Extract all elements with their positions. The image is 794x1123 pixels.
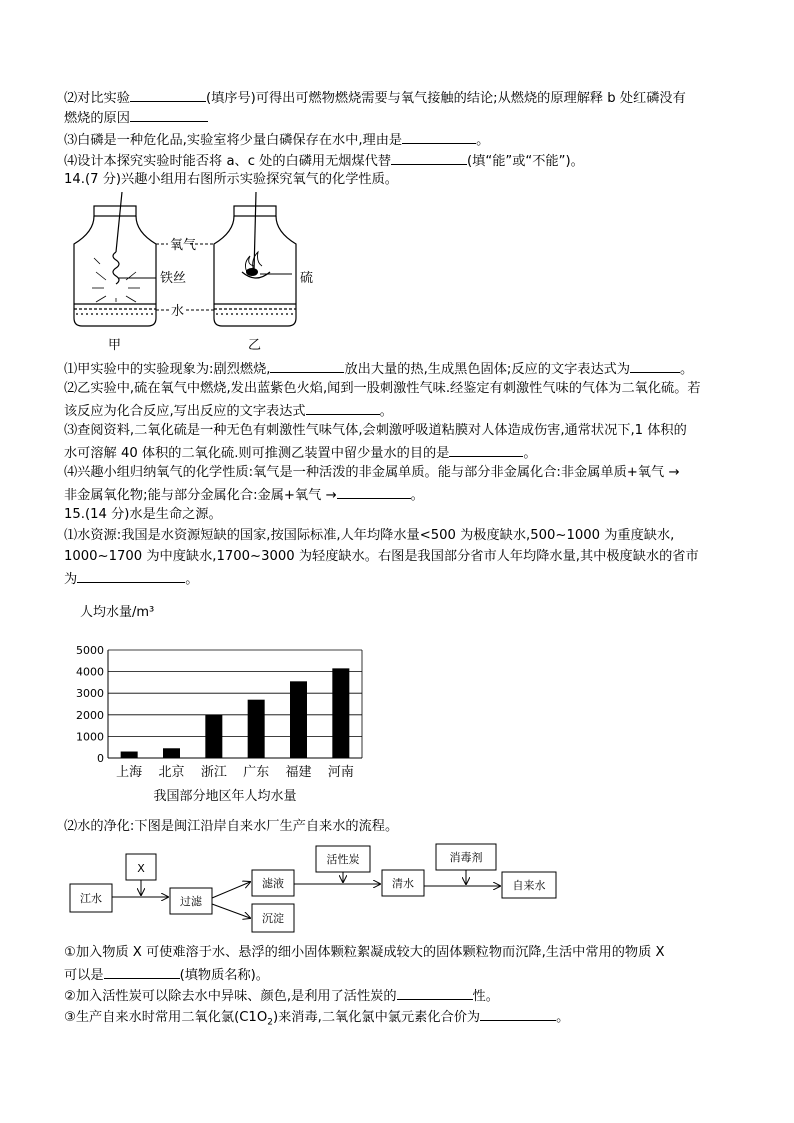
q-text: ③生产自来水时常用二氧化氯(C1O	[64, 1010, 268, 1025]
water-treatment-flow	[66, 842, 566, 938]
text-line	[64, 818, 398, 836]
q-text: ⑴甲实验中的实验现象为:剧烈燃烧,	[64, 362, 271, 377]
text-line	[64, 359, 693, 379]
text-line	[64, 944, 665, 962]
bar	[332, 668, 349, 758]
chart-grid	[108, 650, 362, 736]
q-text: ⑵乙实验中,硫在氧气中燃烧,发出蓝紫色火焰,闻到一股刺激性气味.经鉴定有刺激性气味的气体为二氧化硫。若	[64, 381, 701, 396]
text-line	[64, 464, 679, 482]
bar	[290, 681, 307, 758]
text-line	[64, 401, 393, 421]
chart-bars	[121, 668, 350, 758]
jar-yi	[214, 192, 296, 326]
q-text: 该反应为化合反应,写出反应的文字表达式	[64, 404, 306, 419]
chart-title: 我国部分地区年人均水量	[153, 789, 297, 804]
text-line	[64, 151, 584, 171]
answer-blank[interactable]	[306, 401, 380, 415]
answer-blank[interactable]	[397, 986, 473, 1000]
q-text: (填序号)可得出可燃物燃烧需要与氧气接触的结论;从燃烧的原理解释 b 处红磷没有	[205, 91, 686, 106]
q-text: (填物质名称)。	[179, 968, 269, 983]
y-tick-labels	[76, 644, 104, 765]
y-tick-label: 1000	[76, 730, 104, 744]
bar	[163, 748, 180, 758]
q-text: ⑷设计本探究实验时能否将 a、c 处的白磷用无烟煤代替	[64, 154, 392, 169]
q-text: 水可溶解 40 体积的二氧化硫.则可推测乙装置中留少量水的目的是	[64, 446, 450, 461]
label-jiangshui: 江水	[80, 892, 102, 905]
subscript: 2	[267, 1017, 273, 1028]
label-yi: 乙	[248, 338, 262, 353]
q-text: )来消毒,二氧化氯中氯元素化合价为	[272, 1010, 481, 1025]
label-xiaodu: 消毒剂	[449, 851, 483, 864]
y-tick-label: 2000	[76, 708, 104, 722]
text-line	[64, 130, 489, 150]
q-text: ②加入活性炭可以除去水中异味、颜色,是利用了活性炭的	[64, 989, 397, 1004]
q-text: 。	[410, 488, 424, 503]
chart-ylabel: 人均水量/m³	[80, 605, 155, 620]
label-guolv: 过滤	[180, 895, 202, 908]
q-text: 。	[680, 362, 694, 377]
q-text: ⑵对比实验	[64, 91, 130, 106]
q-text: 。	[476, 133, 490, 148]
text-line	[64, 1007, 569, 1032]
answer-blank[interactable]	[402, 130, 476, 144]
text-line	[64, 485, 424, 505]
bar	[121, 752, 138, 758]
text-line	[64, 965, 269, 985]
x-tick-labels	[116, 764, 354, 780]
x-tick-label: 福建	[285, 765, 312, 780]
label-zilaishui: 自来水	[512, 879, 546, 892]
x-tick-label: 河南	[327, 765, 354, 780]
q-text: ⑷兴趣小组归纳氧气的化学性质:氧气是一种活泼的非金属单质。能与部分非金属化合:非金属单质+氧气 →	[64, 465, 680, 480]
label-jia: 甲	[108, 338, 122, 353]
q-text: 1000~1700 为中度缺水,1700~3000 为轻度缺水。右图是我国部分省市人年均降水量,其中极度缺水的省市	[64, 549, 699, 564]
text-line	[64, 88, 686, 108]
answer-blank[interactable]	[630, 359, 680, 373]
q-text: 燃烧的原因	[64, 111, 130, 126]
label-iron-wire: 铁丝	[160, 271, 187, 286]
q-text: 性。	[472, 989, 499, 1004]
q-text: 。	[185, 572, 199, 587]
q-text: 可以是	[64, 968, 104, 983]
label-qingshui: 清水	[392, 877, 414, 890]
y-tick-label: 0	[97, 752, 104, 765]
label-sulfur: 硫	[300, 271, 314, 286]
answer-blank[interactable]	[104, 965, 180, 979]
text-line	[64, 569, 198, 589]
q-text: 。	[379, 404, 393, 419]
answer-blank[interactable]	[337, 485, 411, 499]
answer-blank[interactable]	[130, 108, 208, 122]
q-text: ⑶白磷是一种危化品,实验室将少量白磷保存在水中,理由是	[64, 133, 403, 148]
answer-blank[interactable]	[270, 359, 344, 373]
q-text: (填“能”或“不能”)。	[467, 154, 584, 169]
answer-blank[interactable]	[449, 443, 523, 457]
water-per-capita-chart	[70, 598, 370, 808]
q-text: 非金属氧化物;能与部分金属化合:金属+氧气 →	[64, 488, 337, 503]
answer-blank[interactable]	[480, 1007, 556, 1021]
x-tick-label: 浙江	[200, 765, 227, 780]
q-text: ⑶查阅资料,二氧化硫是一种无色有刺激性气味气体,会刺激呼吸道粘膜对人体造成伤害,通常状况下,1 体积的	[64, 423, 687, 438]
label-lvye: 滤液	[262, 877, 284, 890]
q-text: 。	[556, 1010, 570, 1025]
y-tick-label: 4000	[76, 665, 104, 679]
bar	[205, 715, 222, 758]
label-x: X	[137, 862, 145, 875]
text-line	[64, 443, 537, 463]
q-text: ⑴水资源:我国是水资源短缺的国家,按国际标准,人年均降水量<500 为极度缺水,500~1000 为重度缺水,	[64, 528, 675, 543]
oxygen-experiment-figure	[60, 192, 330, 354]
text-line	[64, 986, 499, 1006]
q-text: 放出大量的热,生成黑色固体;反应的文字表达式为	[344, 362, 631, 377]
q-text: 。	[523, 446, 537, 461]
y-tick-label: 5000	[76, 644, 104, 657]
answer-blank[interactable]	[130, 88, 206, 102]
q-text: 14.(7 分)兴趣小组用右图所示实验探究氧气的化学性质。	[64, 172, 398, 187]
x-tick-label: 广东	[243, 765, 270, 780]
answer-blank[interactable]	[77, 569, 185, 583]
q-text: ⑵水的净化:下图是闽江沿岸自来水厂生产自来水的流程。	[64, 819, 399, 834]
text-line	[64, 527, 674, 545]
label-oxygen: 氧气	[170, 238, 197, 253]
q-text: ①加入物质 X 可使难溶于水、悬浮的细小固体颗粒絮凝成较大的固体颗粒物而沉降,生活中常用的物质 X	[64, 945, 665, 960]
q-text: 15.(14 分)水是生命之源。	[64, 507, 222, 522]
x-tick-label: 北京	[158, 765, 185, 780]
q-text: 为	[64, 572, 78, 587]
text-line	[64, 380, 701, 398]
jar-jia	[74, 192, 156, 326]
label-chendian: 沉淀	[262, 912, 284, 925]
x-tick-label: 上海	[116, 765, 143, 780]
text-line	[64, 548, 699, 566]
label-water: 水	[171, 304, 185, 319]
y-tick-label: 3000	[76, 687, 104, 701]
text-line	[64, 108, 208, 128]
bar	[248, 700, 265, 758]
question-heading	[64, 506, 222, 524]
question-heading	[64, 171, 398, 189]
sulfur-flame	[246, 268, 258, 276]
answer-blank[interactable]	[391, 151, 467, 165]
text-line	[64, 422, 687, 440]
label-huoxingtan: 活性炭	[326, 853, 360, 866]
